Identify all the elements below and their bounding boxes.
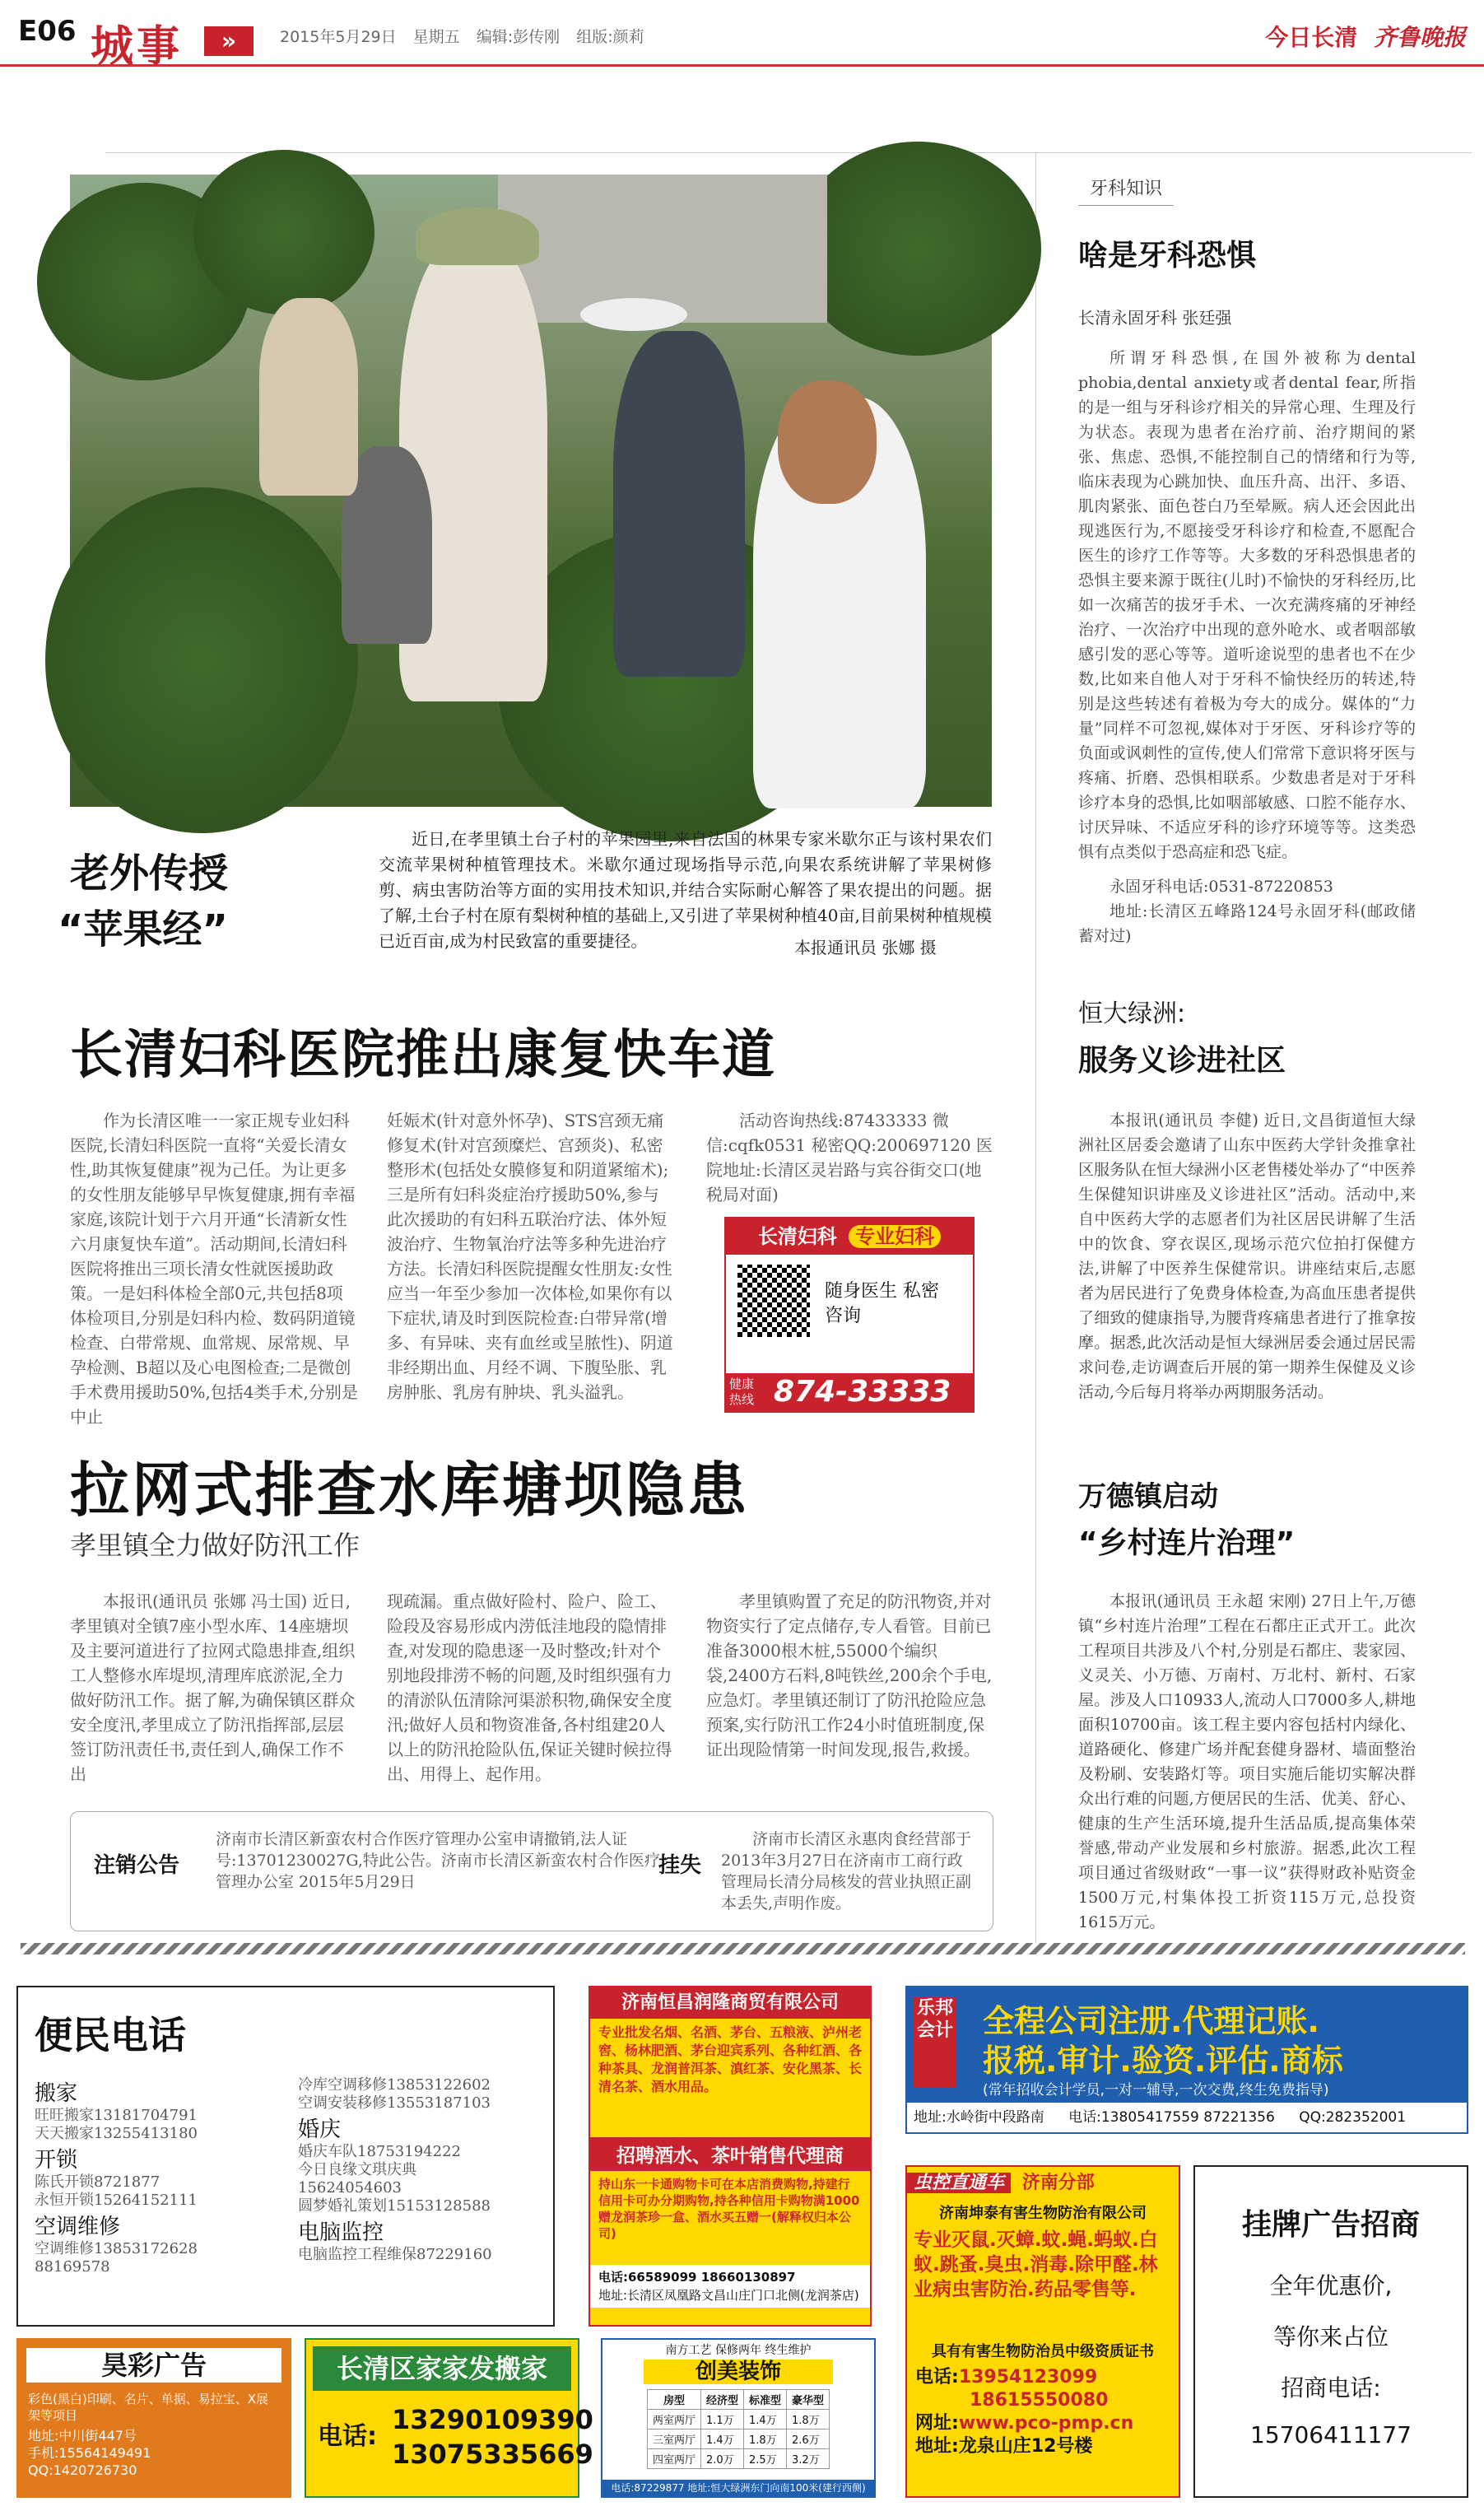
table-cell: 1.4万	[744, 2410, 787, 2429]
moving-tel-1: 13290109390	[392, 2404, 593, 2435]
flood-title: 拉网式排查水库塘坝隐患	[70, 1456, 750, 1525]
phone-entry: 15624054603	[298, 2179, 402, 2197]
apple-title-line2: “苹果经”	[58, 906, 229, 953]
dental-byline: 长清永固牙科 张廷强	[1078, 308, 1232, 328]
convenience-phones-box	[16, 1986, 555, 2327]
pest-branch: 济南分部	[1021, 2173, 1095, 2193]
table-row	[647, 2429, 829, 2449]
hospital-ad-consult: 随身医生 私密咨询	[825, 1281, 939, 1326]
haocai-phone: 手机:15564149491	[28, 2445, 151, 2461]
phone-category: 电脑监控	[298, 2220, 384, 2245]
wine-recruit: 招聘酒水、茶叶销售代理商	[590, 2137, 870, 2171]
table-header: 经济型	[700, 2390, 743, 2410]
pest-cert: 具有有害生物防治员中级资质证书	[932, 2343, 1154, 2360]
pest-contact	[907, 2364, 1179, 2460]
haocai-address: 地址:中川街447号	[28, 2428, 137, 2443]
sign-line3: 招商电话:	[1281, 2374, 1381, 2402]
table-cell: 四室两厅	[647, 2449, 700, 2469]
phone-category: 空调维修	[35, 2215, 121, 2239]
accounting-address: 地址:水岭街中段路南	[914, 2109, 1044, 2126]
hospital-ad-slogan: 专业妇科	[849, 1225, 941, 1248]
dental-tag: 牙科知识	[1078, 175, 1174, 206]
accounting-line2: 报税.审计.验资.评估.商标	[983, 2043, 1343, 2079]
apple-title-line1: 老外传授	[70, 850, 229, 897]
accounting-tel: 电话:13805417559 87221356	[1068, 2109, 1275, 2126]
hospital-ad	[724, 1217, 975, 1413]
table-header: 房型	[647, 2390, 700, 2410]
haocai-desc: 彩色(黑白)印刷、名片、单据、易拉宝、X展架等项目	[28, 2392, 268, 2423]
header-rule	[0, 64, 1484, 67]
pest-company: 济南坤泰有害生物防治有限公司	[939, 2205, 1147, 2222]
phone-group-ac	[35, 2210, 281, 2276]
haocai-ad	[16, 2338, 291, 2498]
haocai-name: 昊彩广告	[26, 2348, 281, 2383]
qr-code-icon	[737, 1265, 810, 1337]
haocai-qq: QQ:1420726730	[28, 2462, 137, 2478]
decor-footer: 电话:87229877 地址:恒大绿洲东门向南100米(建行西侧)	[602, 2480, 874, 2496]
hospital-title: 长清妇科医院推出康复快车道	[70, 1025, 776, 1086]
column-divider	[1035, 152, 1036, 1951]
table-cell: 3.2万	[787, 2449, 830, 2469]
dental-title: 啥是牙科恐惧	[1078, 239, 1257, 273]
phone-entry: 电脑监控工程维保87229160	[298, 2246, 492, 2263]
flood-col1: 本报讯(通讯员 张娜 冯士国) 近日,孝里镇对全镇7座小型水库、14座塘坝及主要河道进行了拉网式隐患排查,组织工人整修水库堤坝,清理库底淤泥,全力做好防汛工作。据了解,为确保镇区群众安全度汛,孝里成立了防汛指挥部,层层签订防汛责任书,责任到人,确保工作不出	[70, 1591, 356, 1784]
pest-tel-1: 电话:13954123099	[915, 2367, 1098, 2388]
phone-entry: 冷库空调移修13853122602	[298, 2076, 491, 2094]
table-row	[647, 2449, 829, 2469]
hospital-col2: 妊娠术(针对意外怀孕)、STS宫颈无痛修复术(针对宫颈糜烂、宫颈炎)、私密整形术(包括处女膜修复和阴道紧缩术);三是所有妇科炎症治疗援助50%,参与此次援助的有妇科五联治疗法、体外短波治疗、生物氧治疗法等多种先进治疗方法。长清妇科医院提醒女性朋友:女性应当一年至少参加一次体检,如果你有以下症状,请及时到医院检查:白带异常(增多、有异味、夹有血丝或呈脓性)、阴道非经期出血、月经不调、下腹坠胀、乳房肿胀、乳房有肿块、乳头溢乳。	[387, 1111, 673, 1402]
apple-body: 近日,在孝里镇土台子村的苹果园里,来自法国的林果专家米歇尔正与该村果农们交流苹果树种植管理技术。米歇尔通过现场指导示范,向果农系统讲解了苹果树修剪、病虫害防治等方面的实用技术知识,并结合实际耐心解答了果农提出的问题。据了解,土台子村在原有梨树种植的基础上,又引进了苹果树种植40亩,目前果树种植规模已近百亩,成为村民致富的重要捷径。	[379, 829, 992, 951]
pest-address: 地址:龙泉山庄12号楼	[915, 2436, 1093, 2457]
apple-credit: 本报通讯员 张娜 摄	[794, 938, 937, 957]
wande-title-line2: “乡村连片治理”	[1078, 1526, 1296, 1560]
loss-notice-label: 挂失	[658, 1853, 702, 1878]
flood-subtitle: 孝里镇全力做好防汛工作	[70, 1530, 361, 1561]
table-cell: 1.1万	[700, 2410, 743, 2429]
loss-notice-text: 济南市长清区永惠肉食经营部于2013年3月27日在济南市工商行政管理局长清分局核发的营业执照正副本丢失,声明作废。	[721, 1830, 972, 1912]
moving-tel-2: 13075335669	[392, 2439, 593, 2470]
accounting-tag: 乐邦会计	[914, 1997, 956, 2088]
phone-entry: 今日良缘文琪庆典	[298, 2161, 416, 2178]
phone-entry: 婚庆车队18753194222	[298, 2143, 461, 2160]
pest-brand-bar	[907, 2167, 1179, 2200]
wine-phone: 电话:66589099 18660130897	[598, 2270, 796, 2285]
dental-body: 所谓牙科恐惧,在国外被称为dental phobia,dental anxiety或者dental fear,所指的是一组与牙科诊疗相关的异常心理、生理及行为状态。表现为患者在治疗前、治疗期间的紧张、焦虑、恐惧,不能控制自己的情绪和行为等,临床表现为心跳加快、血压升高、出汗、多语、肌肉紧张、面色苍白乃至晕厥。病人还会因此出现逃医行为,不愿接受牙科诊疗和检查,不愿配合医生的诊疗工作等等。大多数的牙科恐惧患者的恐惧主要来源于既往(儿时)不愉快的牙科经历,比如一次痛苦的拔牙手术、一次充满疼痛的牙神经治疗、一次治疗中出现的意外呛水、或者咽部敏感引发的恶心等等。道听途说型的患者也不在少数,比如来自他人对于牙科不愉快经历的转述,特别是这些转述有着极为夸大的成分。媒体的“力量”同样不可忽视,媒体对于牙医、牙科诊疗等的负面或讽刺性的宣传,使人们常常下意识将牙医与疼痛、折磨、恐惧相联系。少数患者是对于牙科诊疗本身的恐惧,比如咽部敏感、口腔不能存水、讨厌异味、不适应牙科的诊疗环境等等。这类恐惧有点类似于恐高症和恐飞症。	[1078, 349, 1416, 861]
issue-weekday: 星期五	[412, 28, 460, 46]
column-name: 今日长清	[1265, 24, 1358, 51]
evergrande-body: 本报讯(通讯员 李健) 近日,文昌街道恒大绿洲社区居委会邀请了山东中医药大学针灸推拿社区服务队在恒大绿洲小区老售楼处举办了“中医养生保健知识讲座及义诊进社区”活动。活动中,来自中医药大学的志愿者们为社区居民讲解了生活中的饮食、穿衣误区,现场示范穴位拍打保健方法,讲解了中医养生保健常识。讲座结束后,志愿者为居民进行了免费身体检查,为高血压患者提供了细致的健康指导,为腰背疼痛患者进行了推拿按摩。据悉,此次活动是恒大绿洲居委会通过居民需求问卷,走访调查后开展的第一期养生保健及义诊活动,今后每月将举办两期服务活动。	[1078, 1111, 1416, 1401]
table-cell: 2.0万	[700, 2449, 743, 2469]
pest-services: 专业灭鼠.灭蟑.蚊.蝇.蚂蚁.白蚁.跳蚤.臭虫.消毒.除甲醛.林业病虫害防治.药品零售等.	[914, 2229, 1158, 2300]
table-header: 豪华型	[787, 2390, 830, 2410]
phone-entry: 空调安装移修13553187103	[298, 2094, 491, 2112]
chevron-right-icon: »	[204, 26, 254, 56]
decor-slogan: 南方工艺 保修两年 终生维护	[665, 2344, 812, 2357]
phone-group-locks	[35, 2143, 281, 2210]
newspaper-logo: 齐鲁晚报	[1373, 24, 1466, 51]
orchard-photo	[70, 175, 992, 807]
dental-address: 地址:长清区五峰路124号永固牙科(邮政储蓄对过)	[1078, 902, 1416, 945]
phone-entry: 永恒开锁15264152111	[35, 2192, 198, 2209]
ad-divider-stripe	[21, 1943, 1465, 1954]
sign-phone: 15706411177	[1250, 2421, 1412, 2448]
table-row	[647, 2410, 829, 2429]
phone-category: 开锁	[35, 2148, 78, 2173]
cancel-notice-text: 济南市长清区新蛮农村合作医疗管理办公室申请撤销,法人证号:13701230027G,特此公告。济南市长清区新蛮农村合作医疗管理办公室 2015年5月29日	[216, 1830, 660, 1891]
issue-date: 2015年5月29日	[280, 28, 397, 46]
table-cell: 1.8万	[744, 2429, 787, 2449]
notice-box	[70, 1811, 993, 1931]
dental-tel: 永固牙科电话:0531-87220853	[1110, 878, 1333, 896]
table-cell: 两室两厅	[647, 2410, 700, 2429]
section-title: 城事	[91, 22, 184, 72]
accounting-line1: 全程公司注册.代理记账.	[983, 2003, 1319, 2039]
table-cell: 2.5万	[744, 2449, 787, 2469]
phone-category: 婚庆	[298, 2117, 342, 2142]
decor-price-table	[647, 2389, 830, 2469]
sign-title: 挂牌广告招商	[1241, 2208, 1420, 2242]
table-header-row	[647, 2390, 829, 2410]
hospital-ad-hotline: 874-33333	[774, 1375, 951, 1409]
phone-entry: 天天搬家13255413180	[35, 2125, 198, 2142]
pest-tel-2: 18615550080	[970, 2390, 1109, 2411]
wine-contact	[590, 2265, 870, 2308]
accounting-footer	[907, 2103, 1467, 2132]
table-cell: 1.8万	[787, 2410, 830, 2429]
phone-entry: 88169578	[35, 2258, 110, 2276]
hospital-col1: 作为长清区唯一一家正规专业妇科医院,长清妇科医院一直将“关爱长清女性,助其恢复健康”视为己任。为让更多的女性朋友能够早早恢复健康,拥有幸福家庭,该院计划于六月开通“长清新女性六月康复快车道”。活动期间,长清妇科医院将推出三项长清女性就医援助政策。一是妇科体检全部0元,共包括8项体检项目,分别是妇科内检、数码阴道镜检查、白带常规、血常规、尿常规、早孕检测、B超以及心电图检查;二是微创手术费用援助50%,包括4类手术,分别是中止	[70, 1111, 358, 1427]
decor-name: 创美装饰	[644, 2360, 833, 2384]
hospital-ad-hotline-bar	[726, 1373, 973, 1411]
table-cell: 1.4万	[700, 2429, 743, 2449]
hospital-ad-brand: 长清妇科	[757, 1225, 837, 1248]
moving-ad	[305, 2338, 593, 2498]
issue-meta	[280, 25, 644, 47]
decoration-ad	[601, 2338, 876, 2498]
hospital-col3: 活动咨询热线:87433333 微信:cqfk0531 秘密QQ:200697120 医院地址:长清区灵岩路与宾谷街交口(地税局对面)	[706, 1111, 993, 1204]
issue-layout: 组版:颜莉	[576, 28, 644, 46]
haocai-contact	[18, 2424, 290, 2479]
wine-note: 持山东一卡通购物卡可在本店消费购物,持建行信用卡可办分期购物,持各种信用卡购物满1000赠龙润茶珍一盒、酒水买五赠一(解释权归本公司)	[598, 2177, 860, 2241]
phone-entry: 圆梦婚礼策划15153128588	[298, 2197, 491, 2215]
phone-group-moving	[35, 2076, 281, 2143]
sign-line2: 等你来占位	[1272, 2323, 1389, 2350]
pest-web: 网址:www.pco-pmp.cn	[915, 2413, 1134, 2434]
hospital-ad-hotline-label: 健康热线	[729, 1377, 755, 1407]
table-cell: 三室两厅	[647, 2429, 700, 2449]
accounting-ad	[905, 1986, 1468, 2134]
table-header: 标准型	[744, 2390, 787, 2410]
moving-name: 长清区家家发搬家	[313, 2346, 571, 2391]
sign-ad	[1193, 2165, 1468, 2498]
wine-address: 地址:长清区凤凰路文昌山庄门口北侧(龙润茶店)	[598, 2288, 859, 2303]
wande-title-line1: 万德镇启动	[1078, 1480, 1218, 1513]
hospital-ad-banner	[726, 1218, 973, 1255]
sign-line1: 全年优惠价,	[1269, 2272, 1393, 2299]
phone-entry: 空调维修13853172628	[35, 2240, 198, 2257]
phones-col2	[298, 2076, 545, 2264]
accounting-note: (常年招收会计学员,一对一辅导,一次交费,终生免费指导)	[983, 2082, 1329, 2099]
phones-col1	[35, 2076, 281, 2276]
page-number: E06	[18, 15, 77, 48]
wine-company-ad	[588, 1986, 872, 2327]
moving-tel-label: 电话:	[318, 2422, 377, 2451]
phones-title: 便民电话	[35, 2013, 186, 2057]
issue-editor: 编辑:彭传刚	[476, 28, 561, 46]
flood-col2: 现疏漏。重点做好险村、险户、险工、险段及容易形成内涝低洼地段的隐情排查,对发现的隐患逐一及时整改;针对个别地段排涝不畅的问题,及时组织强有力的清淤队伍清除河渠淤积物,确保安全度汛;做好人员和物资准备,各村组建20人以上的防汛抢险队伍,保证关键时候拉得出、用得上、起作用。	[387, 1591, 672, 1784]
phone-category: 搬家	[35, 2081, 78, 2106]
flood-col3: 孝里镇购置了充足的防汛物资,并对物资实行了定点储存,专人看管。目前已准备3000根木桩,55000个编织袋,2400方石料,8吨铁丝,200余个手电,应急灯。孝里镇还制订了防汛抢险应急预案,实行防汛工作24小时值班制度,保证出现险情第一时间发现,报告,救援。	[706, 1591, 993, 1759]
wande-body: 本报讯(通讯员 王永超 宋刚) 27日上午,万德镇“乡村连片治理”工程在石都庄正式开工。此次工程项目共涉及八个村,分别是石都庄、裴家园、义灵关、小万德、万南村、万北村、新村、石家屋。涉及人口10933人,流动人口7000多人,耕地面积10700亩。该工程主要内容包括村内绿化、道路硬化、修建广场并配套健身器材、墙面整治及粉刷、安装路灯等。项目实施后能切实解决群众出行难的问题,方便居民的生活、优美、舒心、健康的生产生活环境,提升生活品质,提高集体荣誉感,带动产业发展和乡村旅游。据悉,此次工程项目通过省级财政“一事一议”获得财政补贴资金1500万元,村集体投工折资115万元,总投资1615万元。	[1078, 1592, 1416, 1931]
wine-company-name: 济南恒昌润隆商贸有限公司	[590, 1987, 870, 2019]
table-cell: 2.6万	[787, 2429, 830, 2449]
masthead	[1265, 20, 1466, 53]
wine-company-desc: 专业批发名烟、名酒、茅台、五粮液、泸州老窖、杨林肥酒、茅台迎宾系列、各种红酒、各种茶具、龙润普洱茶、滇红茶、安化黑茶、长清名茶、酒水用品。	[598, 2024, 863, 2094]
phone-entry: 旺旺搬家13181704791	[35, 2107, 198, 2124]
cancel-notice-label: 注销公告	[94, 1853, 180, 1878]
phone-entry: 陈氏开锁8721877	[35, 2173, 160, 2191]
pest-control-ad	[905, 2165, 1180, 2498]
evergrande-title-line1: 恒大绿洲:	[1078, 999, 1186, 1028]
accounting-qq: QQ:282352001	[1299, 2109, 1407, 2126]
pest-brand: 虫控直通车	[907, 2173, 1011, 2193]
evergrande-title-line2: 服务义诊进社区	[1078, 1044, 1286, 1078]
